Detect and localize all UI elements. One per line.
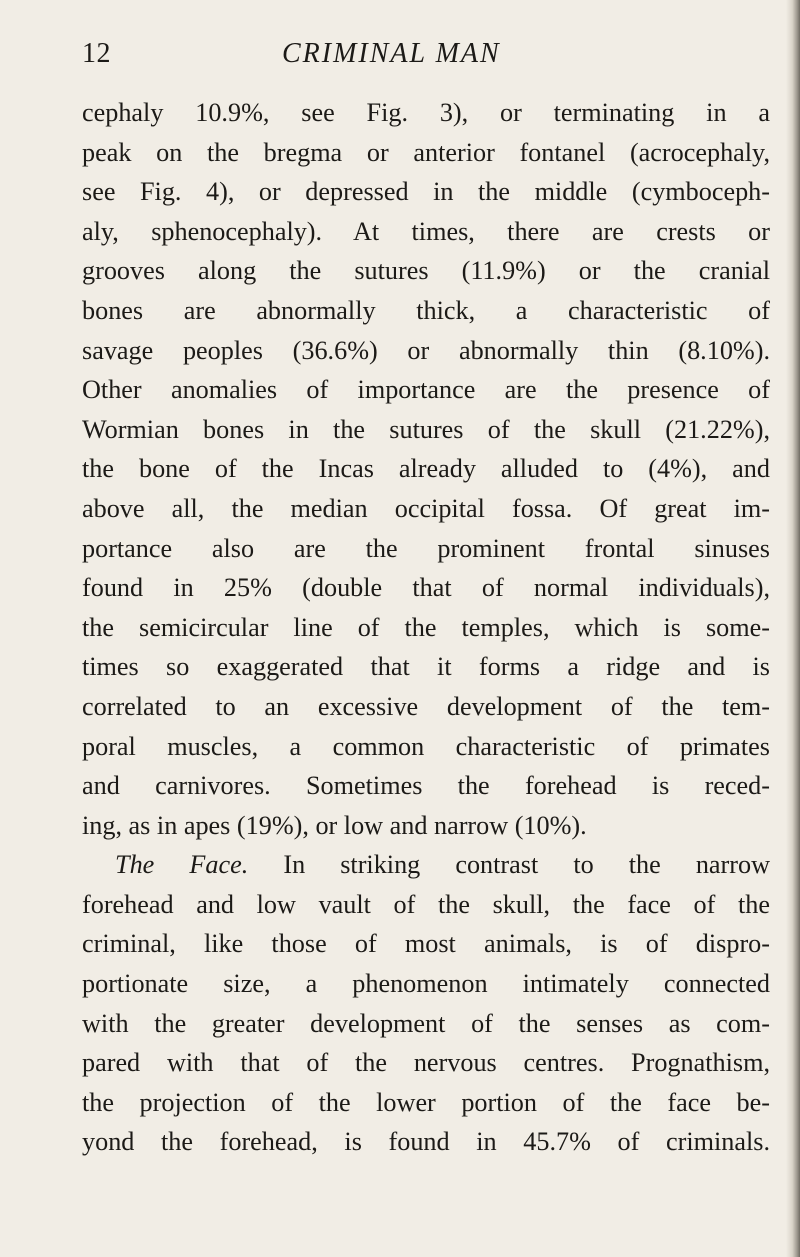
section-first-line [82, 845, 770, 885]
body-text [82, 93, 770, 1162]
text-line: savage peoples (36.6%) or abnormally thin (8.10%). [82, 335, 770, 365]
text-line: the bone of the Incas already alluded to (4%), and [82, 454, 770, 484]
section-heading-face: The Face. [115, 850, 249, 880]
text-line: correlated to an excessive development of the tem- [82, 691, 770, 721]
text-line: yond the forehead, is found in 45.7% of criminals. [82, 1127, 770, 1157]
text-line: the projection of the lower portion of the face be- [82, 1087, 770, 1117]
text-line: and carnivores. Sometimes the forehead is reced- [82, 771, 770, 801]
text-line: with the greater development of the senses as com- [82, 1008, 770, 1038]
text-line: see Fig. 4), or depressed in the middle (cymboceph- [82, 177, 770, 207]
text-line: ing, as in apes (19%), or low and narrow (10%). [82, 810, 587, 840]
text-line: times so exaggerated that it forms a ridge and is [82, 652, 770, 682]
text-line: Other anomalies of importance are the presence of [82, 375, 770, 405]
text-line: above all, the median occipital fossa. Of great im- [82, 493, 770, 523]
text-line: aly, sphenocephaly). At times, there are crests or [82, 216, 770, 246]
text-line: peak on the bregma or anterior fontanel (acrocephaly, [82, 137, 770, 167]
text-line: portance also are the prominent frontal sinuses [82, 533, 770, 563]
text-line: Wormian bones in the sutures of the skull (21.22%), [82, 414, 770, 444]
text-line: poral muscles, a common characteristic of primates [82, 731, 770, 761]
page-edge-shadow [786, 0, 800, 1257]
text-line: cephaly 10.9%, see Fig. 3), or terminating in a [82, 98, 770, 127]
page-number: 12 [82, 38, 111, 69]
page-header [82, 38, 762, 78]
text-line: portionate size, a phenomenon intimately connected [82, 969, 770, 999]
text-line: grooves along the sutures (11.9%) or the cranial [82, 256, 770, 286]
text-line: criminal, like those of most animals, is of dispro- [82, 929, 770, 959]
text-line: forehead and low vault of the skull, the face of the [82, 889, 770, 919]
section-first-line-text: In striking contrast to the narrow [283, 850, 771, 880]
text-line: found in 25% (double that of normal individuals), [82, 573, 770, 603]
text-line: bones are abnormally thick, a characteristic of [82, 295, 770, 325]
running-head: CRIMINAL MAN [282, 38, 501, 69]
text-line: pared with that of the nervous centres. Prognathism, [82, 1048, 770, 1078]
text-line: the semicircular line of the temples, which is some- [82, 612, 770, 642]
